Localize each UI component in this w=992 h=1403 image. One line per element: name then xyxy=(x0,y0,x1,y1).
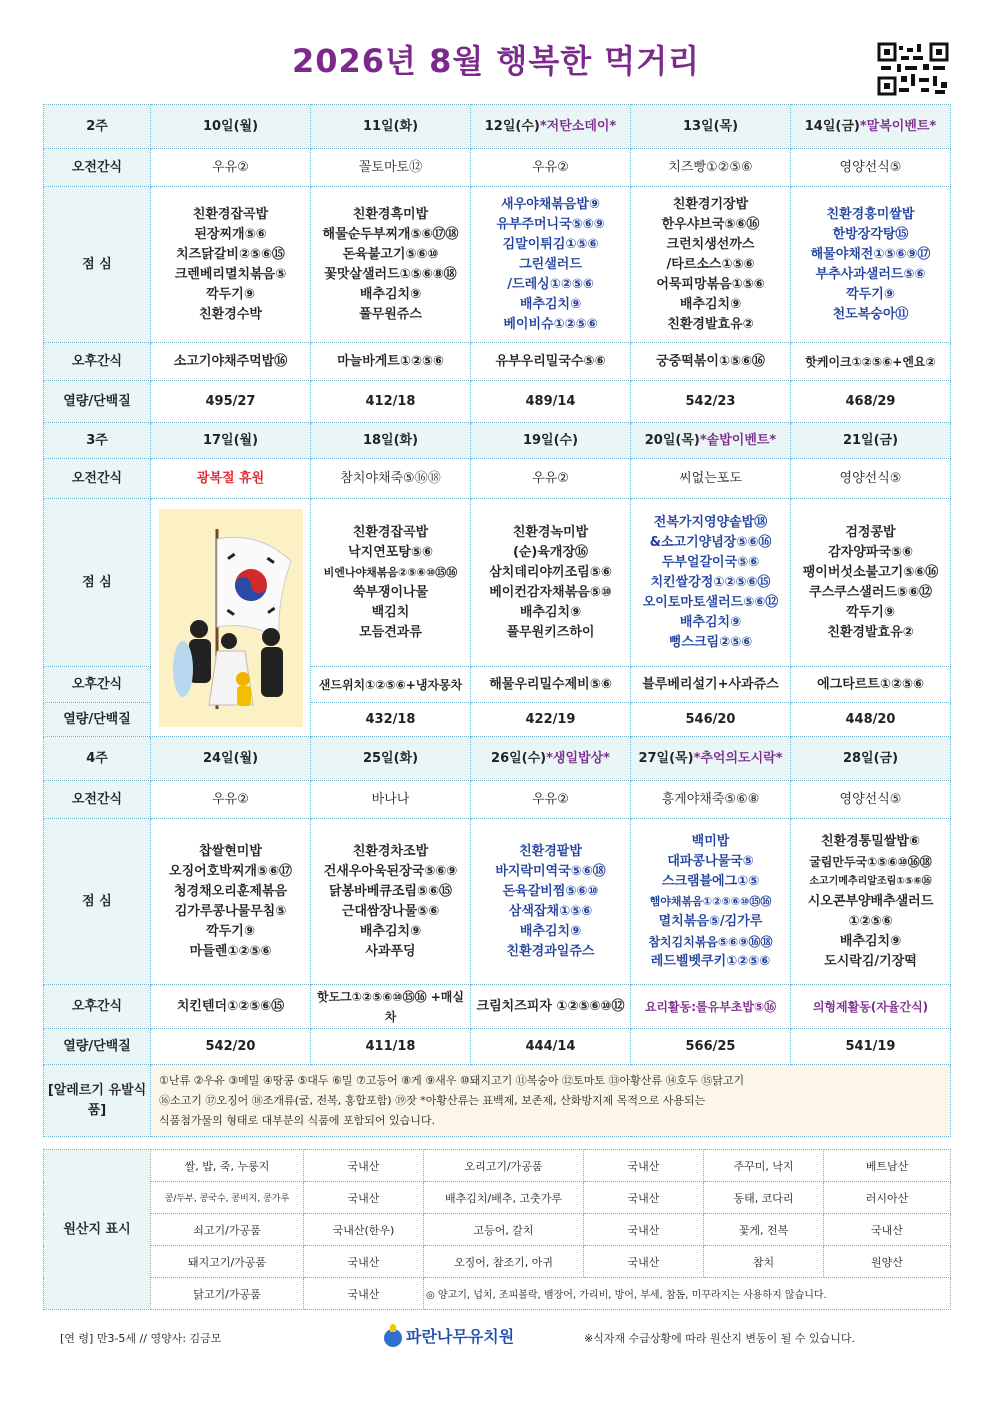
menu-item: 마들렌①②⑤⑥ xyxy=(189,943,272,959)
week-label: 4주 xyxy=(44,737,151,781)
day-header: 18일(화) xyxy=(311,423,471,459)
menu-item: 찹쌀현미밥 xyxy=(199,843,262,859)
menu-item: 비엔나야채볶음②⑤⑥⑩⑮⑯ xyxy=(323,565,458,579)
kcal-cell: 412/18 xyxy=(311,381,471,423)
day-header: 24일(월) xyxy=(151,737,311,781)
lunch-cell xyxy=(471,819,631,985)
menu-item: /드레싱①②⑤⑥ xyxy=(507,276,594,292)
menu-item: 친환경발효유② xyxy=(667,316,754,332)
menu-item: 소고기메추리알조림①⑤⑥⑯ xyxy=(809,875,932,887)
origin-country: 국내산 xyxy=(304,1182,424,1214)
week2-am-row xyxy=(44,149,951,187)
menu-item: 시오콘부양배추샐러드 xyxy=(807,893,934,909)
origin-item: 꽃게, 전복 xyxy=(704,1214,824,1246)
lunch-cell xyxy=(631,187,791,343)
menu-item: 레드벨벳쿠키①②⑤⑥ xyxy=(650,953,771,969)
menu-item: 해물야채전①⑤⑥⑨⑰ xyxy=(810,246,931,262)
week2-header-row xyxy=(44,105,951,149)
origin-label: 원산지 표시 xyxy=(44,1150,151,1310)
menu-item: 김가루콩나물무침⑤ xyxy=(174,903,287,919)
menu-item: 스크램블에그①⑤ xyxy=(661,873,760,889)
menu-item: 바지락미역국⑤⑥⑱ xyxy=(495,863,606,879)
origin-item: 돼지고기/가공품 xyxy=(151,1246,304,1278)
am-snack-cell: 우유② xyxy=(471,459,631,499)
am-snack-cell: 참치야채죽⑤⑯⑱ xyxy=(311,459,471,499)
liberation-day-illustration xyxy=(159,509,303,727)
menu-item: 굴림만두국①⑤⑥⑩⑯⑱ xyxy=(809,854,932,869)
kcal-cell: 422/19 xyxy=(471,703,631,737)
am-snack-cell: 흥게야채죽⑤⑥⑧ xyxy=(631,781,791,819)
origin-country: 원양산 xyxy=(824,1246,951,1278)
origin-item: 쇠고기/가공품 xyxy=(151,1214,304,1246)
week4-kcal-row xyxy=(44,1029,951,1065)
origin-item: 고등어, 갈치 xyxy=(424,1214,584,1246)
menu-item: 돈육불고기⑤⑥⑩ xyxy=(342,246,439,262)
origin-row xyxy=(44,1214,951,1246)
menu-item: 도시락김/기장떡 xyxy=(824,953,917,969)
menu-item: 검정콩밥 xyxy=(845,524,896,540)
kcal-cell: 468/29 xyxy=(791,381,951,423)
menu-item: 크렌베리멸치볶음⑤ xyxy=(174,266,287,282)
kcal-cell: 411/18 xyxy=(311,1029,471,1065)
pm-snack-cell: 요리활동:롤유부초밥⑤⑯ xyxy=(631,985,791,1029)
footer-age-dietitian: [연 령] 만3-5세 // 영양사: 김금모 xyxy=(60,1332,222,1345)
week2-pm-row xyxy=(44,343,951,381)
am-snack-label: 오전간식 xyxy=(44,781,151,819)
lunch-cell xyxy=(471,187,631,343)
lunch-cell xyxy=(791,187,951,343)
menu-item: 배추김치⑨ xyxy=(839,933,902,949)
pm-snack-cell: 해물우리밀수제비⑤⑥ xyxy=(471,667,631,703)
menu-item: 부추사과샐러드⑤⑥ xyxy=(815,266,926,282)
kcal-cell: 495/27 xyxy=(151,381,311,423)
menu-item: 풀무원키즈하이 xyxy=(506,624,595,640)
menu-item: 친환경차조밥 xyxy=(352,843,429,859)
menu-item: 근대쌈장나물⑤⑥ xyxy=(341,903,440,919)
menu-item: 감자양파국⑤⑥ xyxy=(828,544,913,560)
am-snack-cell: 치즈빵①②⑤⑥ xyxy=(631,149,791,187)
lunch-cell xyxy=(151,187,311,343)
event-label: *생일밥상* xyxy=(546,750,610,766)
lunch-label: 점 심 xyxy=(44,499,151,667)
menu-item: 전복가지영양솥밥⑱ xyxy=(653,514,768,530)
pm-snack-cell: 에그타르트①②⑤⑥ xyxy=(791,667,951,703)
day-header: 12일(수)*저탄소데이* xyxy=(471,105,631,149)
lunch-cell xyxy=(311,187,471,343)
lunch-cell xyxy=(631,819,791,985)
menu-item: 멸치볶음⑤/김가루 xyxy=(658,913,763,929)
page-title: 2026년 8월 행복한 먹거리 xyxy=(291,42,701,80)
menu-item: 그린샐러드 xyxy=(519,256,582,272)
menu-item: 배추김치⑨ xyxy=(519,296,582,312)
week2-lunch-row xyxy=(44,187,951,343)
pm-snack-cell: 블루베리설기+사과쥬스 xyxy=(631,667,791,703)
menu-item: ①②⑤⑥ xyxy=(848,913,893,929)
menu-item: 돈육갈비찜⑤⑥⑩ xyxy=(502,883,599,899)
day-header: 14일(금)*말복이벤트* xyxy=(791,105,951,149)
am-snack-cell: 씨없는포도 xyxy=(631,459,791,499)
week3-lunch-row xyxy=(44,499,951,667)
week3-header-row xyxy=(44,423,951,459)
lunch-label: 점 심 xyxy=(44,819,151,985)
menu-item: /타르소스①⑤⑥ xyxy=(666,256,755,272)
menu-item: 베이컨감자채볶음⑤⑩ xyxy=(489,584,612,600)
allergy-line: ①난류 ②우유 ③메밀 ④땅콩 ⑤대두 ⑥밀 ⑦고등어 ⑧게 ⑨새우 ⑩돼지고기 ⑪복숭아 ⑫토마토 ⑬아황산류 ⑭호두 ⑮닭고기 xyxy=(159,1073,745,1087)
kcal-cell: 444/14 xyxy=(471,1029,631,1065)
pm-snack-cell: 궁중떡볶이①⑤⑥⑯ xyxy=(631,343,791,381)
origin-row xyxy=(44,1150,951,1182)
origin-item: 동태, 코다리 xyxy=(704,1182,824,1214)
menu-item: 베이비슈①②⑤⑥ xyxy=(503,316,598,332)
menu-item: &소고기양념장⑤⑥⑯ xyxy=(649,534,772,550)
pm-snack-label: 오후간식 xyxy=(44,343,151,381)
menu-item: 뻥스크림②⑤⑥ xyxy=(668,634,753,650)
day-header: 19일(수) xyxy=(471,423,631,459)
origin-country: 국내산 xyxy=(304,1246,424,1278)
menu-item: 친환경과일쥬스 xyxy=(506,943,595,959)
origin-country: 베트남산 xyxy=(824,1150,951,1182)
origin-item: 오리고기/가공품 xyxy=(424,1150,584,1182)
menu-item: 새우야채볶음밥⑨ xyxy=(501,196,600,212)
origin-country: 국내산 xyxy=(824,1214,951,1246)
origin-item: 콩/두부, 콩국수, 콩비지, 콩가루 xyxy=(151,1182,304,1214)
menu-item: 백미밥 xyxy=(691,833,730,849)
pm-snack-cell: 샌드위치①②⑤⑥+냉자몽차 xyxy=(311,667,471,703)
kcal-cell: 542/23 xyxy=(631,381,791,423)
day-header: 11일(화) xyxy=(311,105,471,149)
origin-country: 국내산 xyxy=(304,1278,424,1310)
week2-kcal-row xyxy=(44,381,951,423)
day-header: 17일(월) xyxy=(151,423,311,459)
allergy-line: ⑯소고기 ⑰오징어 ⑱조개류(굴, 전복, 홍합포함) ⑲잣 *아황산류는 표백제, 보존제, 산화방지제 목적으로 사용되는 xyxy=(159,1093,706,1107)
menu-item: 햄야채볶음①②⑤⑥⑩⑮⑯ xyxy=(649,894,772,908)
pm-snack-cell: 핫케이크①②⑤⑥+엔요② xyxy=(791,343,951,381)
menu-item: 참치김치볶음⑤⑥⑨⑯⑱ xyxy=(648,934,773,949)
day-header: 25일(화) xyxy=(311,737,471,781)
day-header: 20일(목)*솥밥이벤트* xyxy=(631,423,791,459)
menu-item: 오징어호박찌개⑤⑥⑰ xyxy=(169,863,292,879)
event-label: *솥밥이벤트* xyxy=(699,432,777,448)
menu-item: 친환경잡곡밥 xyxy=(352,524,429,540)
kcal-cell: 542/20 xyxy=(151,1029,311,1065)
origin-table xyxy=(43,1149,951,1310)
week-label: 2주 xyxy=(44,105,151,149)
menu-item: 친환경녹미밥 xyxy=(512,524,589,540)
origin-country: 러시아산 xyxy=(824,1182,951,1214)
menu-item: 사과푸딩 xyxy=(365,943,416,959)
week-label: 3주 xyxy=(44,423,151,459)
menu-item: 청경채오리훈제볶음 xyxy=(173,883,288,899)
kcal-cell: 546/20 xyxy=(631,703,791,737)
event-label: *추억의도시락* xyxy=(693,750,783,766)
day-header: 27일(목)*추억의도시락* xyxy=(631,737,791,781)
origin-note: ◎ 양고기, 넙치, 조피볼락, 뱀장어, 가리비, 방어, 부세, 참돔, 미꾸라지는 사용하지 않습니다. xyxy=(424,1278,951,1310)
allergy-label: [알레르기 유발식품] xyxy=(44,1065,151,1137)
am-snack-cell: 영양선식⑤ xyxy=(791,459,951,499)
am-snack-cell: 바나나 xyxy=(311,781,471,819)
kcal-cell: 432/18 xyxy=(311,703,471,737)
lunch-cell xyxy=(151,819,311,985)
day-header: 21일(금) xyxy=(791,423,951,459)
am-snack-cell: 영양선식⑤ xyxy=(791,149,951,187)
lunch-cell xyxy=(471,499,631,667)
pm-snack-label: 오후간식 xyxy=(44,985,151,1029)
menu-item: 삼치데리야끼조림⑤⑥ xyxy=(489,564,612,580)
menu-item: 배추김치⑨ xyxy=(519,923,582,939)
week3-am-row xyxy=(44,459,951,499)
origin-item: 배추김치/배추, 고춧가루 xyxy=(424,1182,584,1214)
menu-item: 오이토마토샐러드⑤⑥⑫ xyxy=(642,594,779,610)
kcal-label: 열량/단백질 xyxy=(44,1029,151,1065)
holiday-photo-cell xyxy=(151,499,311,737)
menu-item: 어묵피망볶음①⑤⑥ xyxy=(656,276,765,292)
day-header: 13일(목) xyxy=(631,105,791,149)
menu-item: 친환경흑미밥 xyxy=(352,206,429,222)
menu-item: 대파콩나물국⑤ xyxy=(667,853,754,869)
origin-row xyxy=(44,1278,951,1310)
origin-item: 오징어, 참조기, 아귀 xyxy=(424,1246,584,1278)
allergy-line: 식품첨가물의 형태로 대부분의 식품에 포함되어 있습니다. xyxy=(159,1113,436,1127)
am-snack-cell: 우유② xyxy=(471,781,631,819)
menu-item: 삼색잡채①⑤⑥ xyxy=(508,903,593,919)
origin-country: 국내산 xyxy=(584,1246,704,1278)
am-snack-cell: 우유② xyxy=(151,149,311,187)
week4-header-row xyxy=(44,737,951,781)
event-label: *저탄소데이* xyxy=(539,118,617,134)
pm-snack-cell: 핫도그①②⑤⑥⑩⑮⑯ +매실차 xyxy=(311,985,471,1029)
am-snack-cell: 꼴토마토⑫ xyxy=(311,149,471,187)
menu-item: 쑥부쟁이나물 xyxy=(352,584,429,600)
allergy-row xyxy=(44,1065,951,1137)
origin-item: 참치 xyxy=(704,1246,824,1278)
pm-snack-label: 오후간식 xyxy=(44,667,151,703)
kcal-cell: 566/25 xyxy=(631,1029,791,1065)
menu-item: 쿠스쿠스샐러드⑤⑥⑫ xyxy=(809,584,932,600)
week4-pm-row xyxy=(44,985,951,1029)
pm-snack-cell: 크림치즈피자 ①②⑤⑥⑩⑫ xyxy=(471,985,631,1029)
menu-item: 배추김치⑨ xyxy=(679,296,742,312)
pm-snack-cell: 유부우리밀국수⑤⑥ xyxy=(471,343,631,381)
am-snack-label: 오전간식 xyxy=(44,149,151,187)
kcal-cell: 448/20 xyxy=(791,703,951,737)
holiday-label: 광복절 휴원 xyxy=(151,459,311,499)
menu-item: 닭봉바베큐조림⑤⑥⑮ xyxy=(329,883,452,899)
menu-item: 배추김치⑨ xyxy=(359,923,422,939)
menu-table xyxy=(43,104,951,1137)
origin-country: 국내산 xyxy=(304,1150,424,1182)
origin-country: 국내산(한우) xyxy=(304,1214,424,1246)
origin-item: 닭고기/가공품 xyxy=(151,1278,304,1310)
kcal-label: 열량/단백질 xyxy=(44,703,151,737)
lunch-cell xyxy=(311,819,471,985)
menu-item: 해물순두부찌개⑤⑥⑰⑱ xyxy=(322,226,459,242)
am-snack-cell: 우유② xyxy=(151,781,311,819)
menu-item: 깍두기⑨ xyxy=(206,286,255,302)
pm-snack-cell: 소고기야채주먹밥⑯ xyxy=(151,343,311,381)
day-header: 26일(수)*생일밥상* xyxy=(471,737,631,781)
origin-country: 국내산 xyxy=(584,1182,704,1214)
menu-item: 천도복숭아⑪ xyxy=(832,306,909,322)
week4-am-row xyxy=(44,781,951,819)
menu-item: 한방장각탕⑮ xyxy=(832,226,909,242)
footer-origin-notice: ※식자재 수급상황에 따라 원산지 변동이 될 수 있습니다. xyxy=(584,1332,855,1345)
lunch-cell xyxy=(631,499,791,667)
menu-item: 깍두기⑨ xyxy=(846,604,895,620)
menu-item: 친환경통밀쌀밥⑥ xyxy=(821,833,920,849)
pm-snack-cell: 치킨텐더①②⑤⑥⑮ xyxy=(151,985,311,1029)
lunch-label: 점 심 xyxy=(44,187,151,343)
am-snack-cell: 영양선식⑤ xyxy=(791,781,951,819)
menu-item: 백김치 xyxy=(371,604,410,620)
am-snack-cell: 우유② xyxy=(471,149,631,187)
tree-logo-icon xyxy=(384,1329,402,1347)
origin-row xyxy=(44,1246,951,1278)
menu-item: 친환경기장밥 xyxy=(672,196,749,212)
am-snack-label: 오전간식 xyxy=(44,459,151,499)
menu-item: 치즈닭갈비②⑤⑥⑮ xyxy=(176,246,285,262)
origin-item: 쌀, 밥, 죽, 누룽지 xyxy=(151,1150,304,1182)
menu-item: 꽃맛살샐러드①⑤⑥⑧⑱ xyxy=(324,266,457,282)
origin-item: 주꾸미, 낙지 xyxy=(704,1150,824,1182)
menu-item: 두부얼갈이국⑤⑥ xyxy=(661,554,760,570)
week4-lunch-row xyxy=(44,819,951,985)
menu-item: 한우샤브국⑤⑥⑯ xyxy=(661,216,760,232)
allergy-legend xyxy=(151,1065,951,1137)
day-header: 28일(금) xyxy=(791,737,951,781)
menu-item: 팽이버섯소불고기⑤⑥⑯ xyxy=(802,564,939,580)
lunch-cell xyxy=(791,499,951,667)
menu-item: 친환경잡곡밥 xyxy=(192,206,269,222)
menu-item: 친환경팥밥 xyxy=(519,843,582,859)
menu-item: 배추김치⑨ xyxy=(519,604,582,620)
menu-item: 친환경발효유② xyxy=(827,624,914,640)
menu-item: 풀무원쥬스 xyxy=(359,306,422,322)
lunch-cell xyxy=(311,499,471,667)
pm-snack-cell: 의형제활동(자율간식) xyxy=(791,985,951,1029)
menu-item: 친환경흥미쌀밥 xyxy=(826,206,915,222)
origin-country: 국내산 xyxy=(584,1214,704,1246)
pm-snack-cell: 마늘바게트①②⑤⑥ xyxy=(311,343,471,381)
kcal-label: 열량/단백질 xyxy=(44,381,151,423)
menu-item: 깍두기⑨ xyxy=(206,923,255,939)
menu-item: (순)육개장⑯ xyxy=(512,544,589,560)
menu-item: 크런치생선까스 xyxy=(666,236,755,252)
qr-code-icon xyxy=(877,42,949,96)
kcal-cell: 489/14 xyxy=(471,381,631,423)
menu-item: 배추김치⑨ xyxy=(359,286,422,302)
menu-item: 낙지연포탕⑤⑥ xyxy=(348,544,433,560)
menu-item: 치킨쌀강정①②⑤⑥⑮ xyxy=(650,574,771,590)
day-header: 10일(월) xyxy=(151,105,311,149)
menu-item: 김말이튀김①⑤⑥ xyxy=(502,236,599,252)
kindergarten-logo xyxy=(384,1324,514,1347)
menu-item: 유부주머니국⑤⑥⑨ xyxy=(496,216,605,232)
logo-text: 파란나무유치원 xyxy=(406,1327,515,1346)
menu-item: 건새우아욱된장국⑤⑥⑨ xyxy=(323,863,458,879)
menu-item: 된장찌개⑤⑥ xyxy=(194,226,267,242)
lunch-cell xyxy=(791,819,951,985)
menu-item: 친환경수박 xyxy=(199,306,262,322)
kcal-cell: 541/19 xyxy=(791,1029,951,1065)
event-label: *말복이벤트* xyxy=(859,118,937,134)
origin-country: 국내산 xyxy=(584,1150,704,1182)
menu-item: 깍두기⑨ xyxy=(846,286,895,302)
menu-item: 배추김치⑨ xyxy=(679,614,742,630)
origin-row xyxy=(44,1182,951,1214)
menu-item: 모듬견과류 xyxy=(359,624,422,640)
